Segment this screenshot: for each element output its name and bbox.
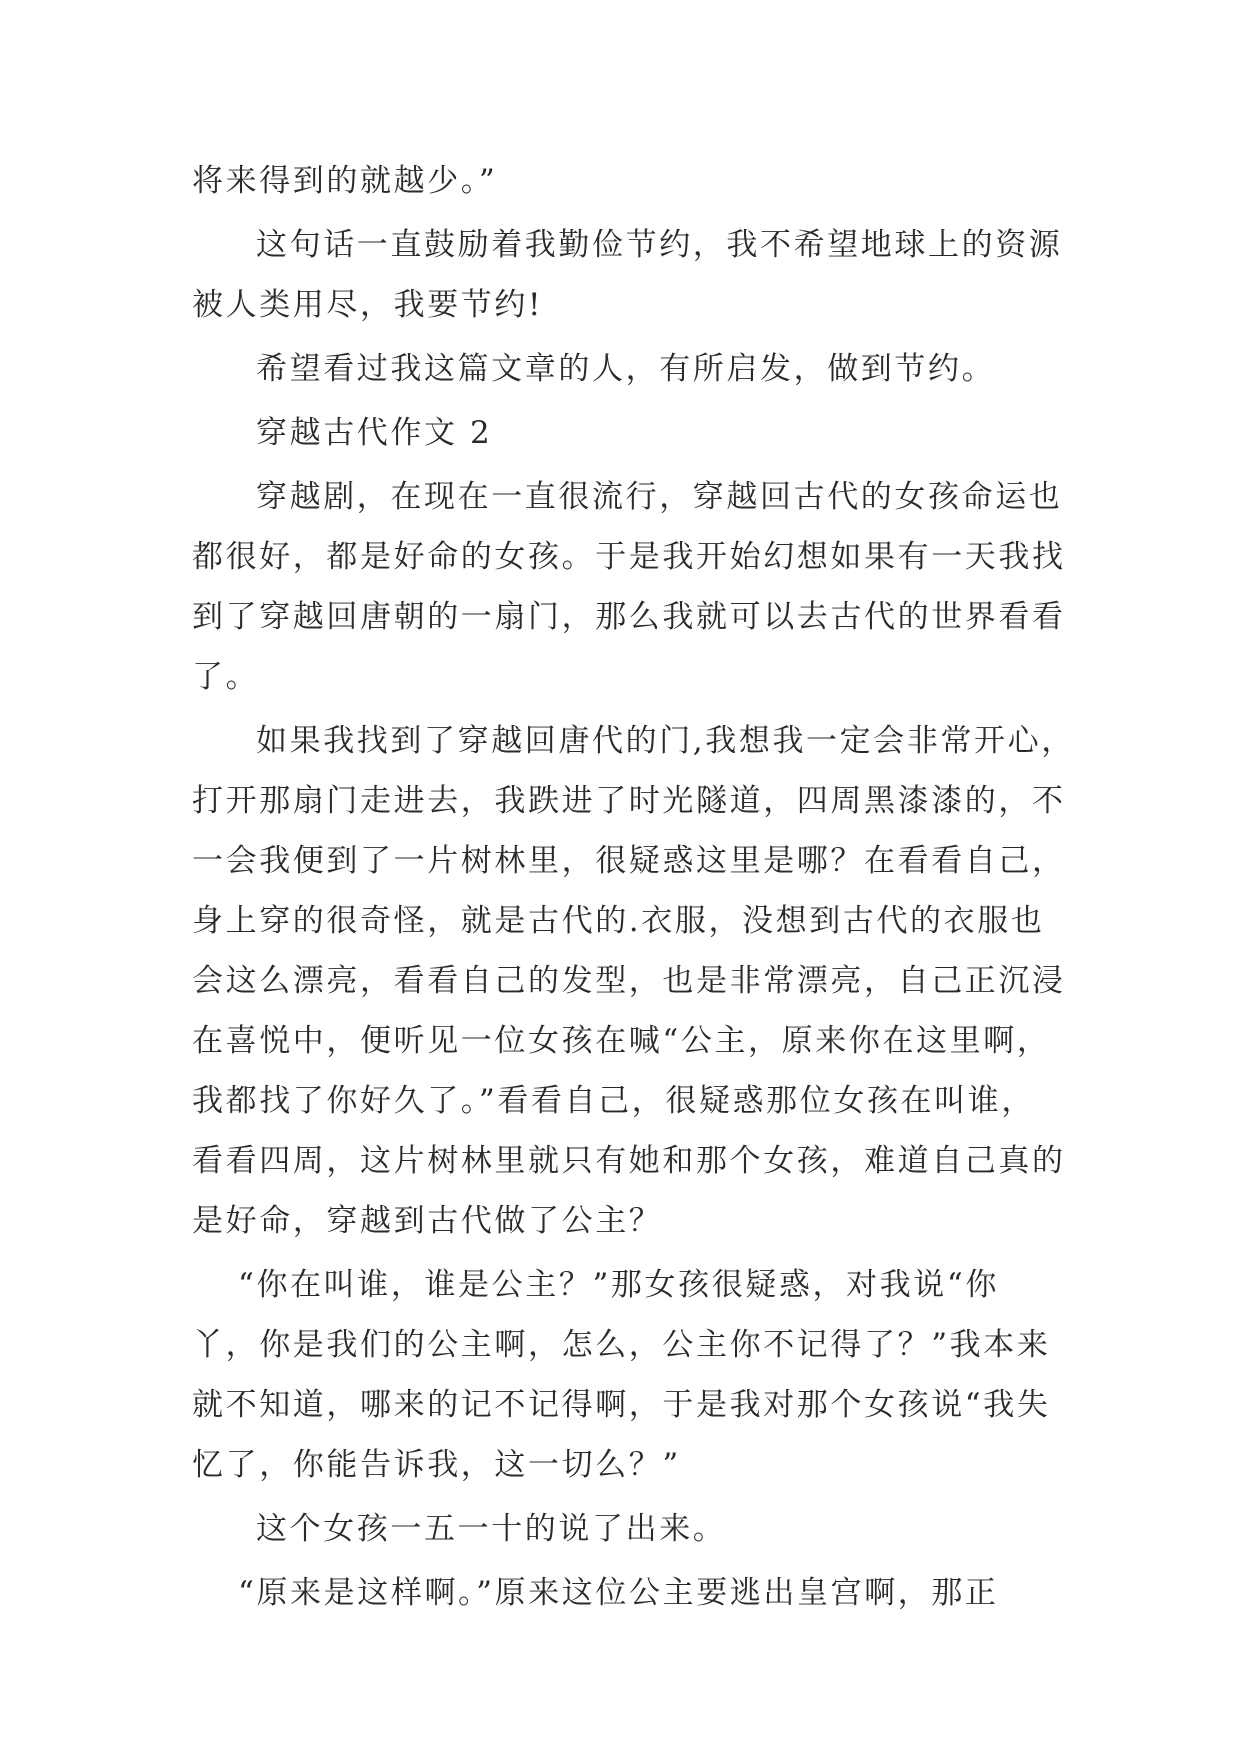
paragraph-line: 了。 [192, 659, 260, 695]
paragraph-line: 将来得到的就越少。” [192, 163, 498, 199]
paragraph-line: 都很好，都是好命的女孩。于是我开始幻想如果有一天我找 [192, 539, 1066, 575]
paragraph-line: 就不知道，哪来的记不记得啊，于是我对那个女孩说“我失 [192, 1387, 1051, 1423]
paragraph-line: 这句话一直鼓励着我勤俭节约，我不希望地球上的资源 [256, 227, 1063, 263]
paragraph-line: 忆了，你能告诉我，这一切么？” [192, 1447, 681, 1483]
paragraph-line: 丫，你是我们的公主啊，怎么，公主你不记得了？”我本来 [192, 1327, 1051, 1363]
paragraph-line: 在喜悦中，便听见一位女孩在喊“公主，原来你在这里啊， [192, 1023, 1051, 1059]
paragraph-line: 这个女孩一五一十的说了出来。 [256, 1511, 727, 1547]
paragraph-line: 到了穿越回唐朝的一扇门，那么我就可以去古代的世界看看 [192, 599, 1066, 635]
document-body [192, 152, 1075, 1624]
paragraph-line: 会这么漂亮，看看自己的发型，也是非常漂亮，自己正沉浸 [192, 963, 1066, 999]
paragraph-line: 穿越剧，在现在一直很流行，穿越回古代的女孩命运也 [256, 479, 1063, 515]
paragraph-line: “你在叫谁，谁是公主？”那女孩很疑惑，对我说“你 [238, 1267, 999, 1303]
paragraph-line: 希望看过我这篇文章的人，有所启发，做到节约。 [256, 351, 996, 387]
paragraph-line: 身上穿的很奇怪，就是古代的.衣服，没想到古代的衣服也 [192, 903, 1045, 939]
paragraph-line: 我都找了你好久了。”看看自己，很疑惑那位女孩在叫谁， [192, 1083, 1035, 1119]
section-heading: 穿越古代作文 2 [256, 415, 493, 451]
paragraph-line: 如果我找到了穿越回唐代的门,我想我一定会非常开心， [256, 723, 1075, 759]
paragraph-line: 被人类用尽，我要节约! [192, 287, 544, 323]
paragraph-line: 一会我便到了一片树林里，很疑惑这里是哪？在看看自己， [192, 843, 1066, 879]
paragraph-line: 打开那扇门走进去，我跌进了时光隧道，四周黑漆漆的，不 [192, 783, 1066, 819]
paragraph-line: “原来是这样啊。”原来这位公主要逃出皇宫啊，那正 [238, 1575, 999, 1611]
paragraph-line: 看看四周，这片树林里就只有她和那个女孩，难道自己真的 [192, 1143, 1066, 1179]
paragraph-line: 是好命，穿越到古代做了公主？ [192, 1203, 663, 1239]
